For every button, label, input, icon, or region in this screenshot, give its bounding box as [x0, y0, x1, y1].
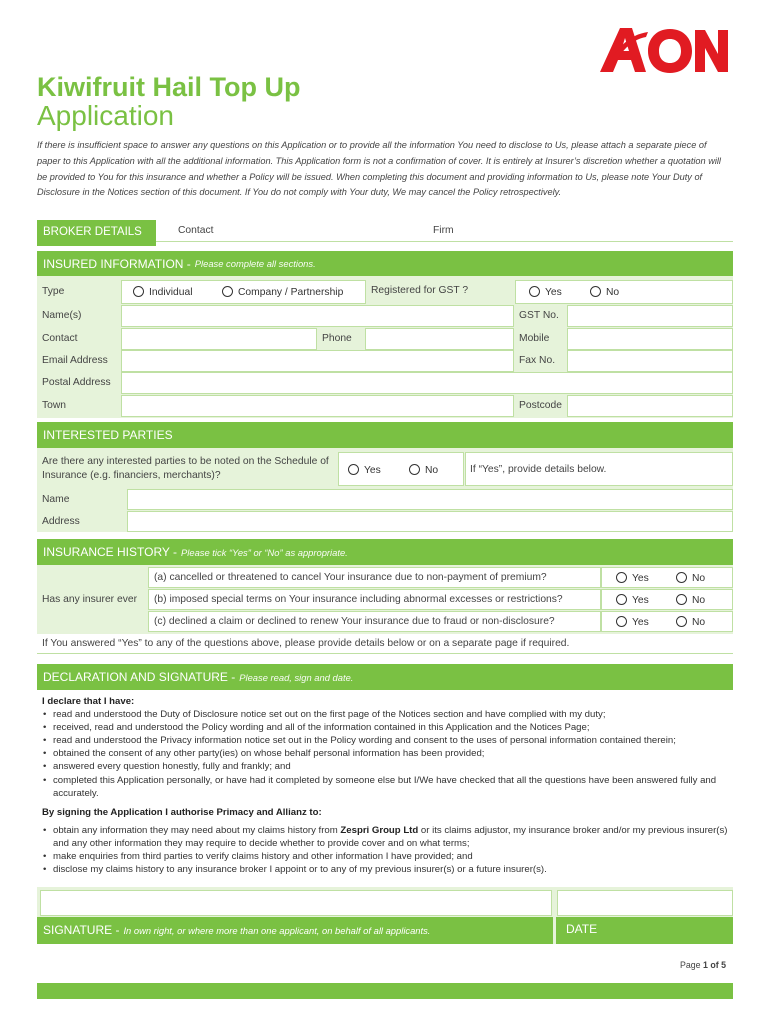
radio-icon[interactable] — [409, 464, 420, 475]
declaration-heading: DECLARATION AND SIGNATURE - Please read, sign and date. — [37, 664, 733, 690]
postal-label: Postal Address — [42, 377, 111, 388]
mobile-input[interactable] — [567, 328, 733, 350]
type-individual-option[interactable]: Individual — [133, 286, 193, 298]
interested-parties-heading: INTERESTED PARTIES — [37, 422, 733, 448]
signature-input[interactable] — [40, 890, 552, 916]
broker-contact-label: Contact — [178, 225, 214, 236]
history-c-yes-option[interactable]: Yes — [616, 616, 649, 628]
mobile-label: Mobile — [519, 333, 550, 344]
declaration-item: • received, read and understood the Policy wording and all of the information contained in this Application and the Notices Page; — [42, 721, 728, 734]
has-any-insurer-label: Has any insurer ever — [42, 594, 137, 605]
footer-band — [37, 983, 733, 999]
history-question-a-text: (a) cancelled or threatened to cancel Your insurance due to non-payment of premium? — [154, 572, 547, 583]
authorise-intro: By signing the Application I authorise Primacy and Allianz to: — [42, 806, 322, 818]
postcode-label: Postcode — [519, 400, 562, 411]
email-label: Email Address — [42, 355, 108, 366]
town-input[interactable] — [121, 395, 514, 417]
radio-icon[interactable] — [676, 594, 687, 605]
interested-no-option[interactable]: No — [409, 464, 438, 476]
phone-input[interactable] — [365, 328, 514, 350]
radio-icon[interactable] — [616, 616, 627, 627]
gst-no-label: GST No. — [519, 310, 559, 321]
declaration-body — [37, 690, 733, 882]
fax-input[interactable] — [567, 350, 733, 372]
history-b-no-option[interactable]: No — [676, 594, 705, 606]
radio-icon[interactable] — [348, 464, 359, 475]
gst-yes-option[interactable]: Yes — [529, 286, 562, 298]
declaration-item: • read and understood the Duty of Disclosure notice set out on the first page of the Notices section and have complied with my duty; — [42, 708, 728, 721]
authorise-item: • obtain any information they may need about my claims history from Zespri Group Ltd or its claims adjustor, my insurance broker and/or my previous insurer(s) and any other information they may require to decide whether to provide cover and on what terms; — [42, 824, 728, 850]
gst-no-input[interactable] — [567, 305, 733, 327]
contact-input[interactable] — [121, 328, 317, 350]
signature-label-bar: SIGNATURE - In own right, or where more than one applicant, on behalf of all applicants. — [37, 917, 553, 944]
interested-yes-option[interactable]: Yes — [348, 464, 381, 476]
interested-name-input[interactable] — [127, 489, 733, 510]
history-a-yes-option[interactable]: Yes — [616, 572, 649, 584]
postcode-input[interactable] — [567, 395, 733, 417]
broker-details-heading: BROKER DETAILS — [37, 220, 156, 246]
insured-info-heading: INSURED INFORMATION - Please complete all sections. — [37, 251, 733, 276]
declaration-item: • answered every question honestly, fully and frankly; and — [42, 760, 728, 773]
phone-label: Phone — [322, 333, 352, 344]
contact-label: Contact — [42, 333, 78, 344]
radio-icon[interactable] — [616, 594, 627, 605]
radio-icon[interactable] — [676, 616, 687, 627]
interested-address-input[interactable] — [127, 511, 733, 532]
declaration-item: • read and understood the Privacy information notice set out in the Policy wording and consent to the uses of personal information contained therein; — [42, 734, 728, 747]
radio-icon[interactable] — [222, 286, 233, 297]
intro-paragraph: If there is insufficient space to answer any questions on this Application or to provide all the information You need to disclose to Us, please attach a separate piece of paper to this Application with all the additional information. This Application form is not a confirmation of cover. It is entirely at Insurer’s discretion whether a quotation will be provided to You for this insurance and whether a Policy will be issued. When completing this document and providing information to Us, please note Your Duty of Disclosure in the Notices section of this document. If You do not comply with Your duty, We may cancel the Policy retrospectively. — [37, 140, 721, 198]
type-company-option[interactable]: Company / Partnership — [222, 286, 343, 298]
names-input[interactable] — [121, 305, 514, 327]
history-c-no-option[interactable]: No — [676, 616, 705, 628]
radio-icon[interactable] — [676, 572, 687, 583]
gst-question-label: Registered for GST ? — [371, 285, 469, 296]
history-question-b-text: (b) imposed special terms on Your insurance including abnormal excesses or restrictions? — [154, 594, 563, 605]
history-footer-note: If You answered “Yes” to any of the questions above, please provide details below or on a separate page if required. — [42, 638, 570, 649]
form-subtitle: Application — [37, 100, 174, 131]
radio-icon[interactable] — [529, 286, 540, 297]
interested-name-label: Name — [42, 494, 70, 505]
history-b-yes-option[interactable]: Yes — [616, 594, 649, 606]
interested-question: Are there any interested parties to be noted on the Schedule of Insurance (e.g. financiers, merchants)? — [42, 456, 329, 481]
declaration-item: • completed this Application personally, or have had it completed by someone else but I/We have checked that all the questions have been answered fully and accurately. — [42, 774, 728, 800]
date-label-bar: DATE — [556, 917, 733, 944]
aon-logo — [598, 24, 730, 74]
form-title: Kiwifruit Hail Top Up — [37, 72, 301, 102]
fax-label: Fax No. — [519, 355, 556, 366]
declare-intro: I declare that I have: — [42, 696, 135, 707]
names-label: Name(s) — [42, 310, 82, 321]
broker-firm-label: Firm — [433, 225, 454, 236]
email-input[interactable] — [121, 350, 514, 372]
if-yes-note: If “Yes”, provide details below. — [470, 464, 607, 475]
type-label: Type — [42, 286, 65, 297]
history-question-c-text: (c) declined a claim or declined to renew Your insurance due to fraud or non-disclosure? — [154, 616, 555, 627]
page-number: Page 1 of 5 — [680, 960, 726, 970]
authorise-item: • make enquiries from third parties to verify claims history and other information I have provided; and — [42, 850, 728, 863]
postal-input[interactable] — [121, 372, 733, 394]
date-input[interactable] — [557, 890, 733, 916]
gst-no-option[interactable]: No — [590, 286, 619, 298]
interested-address-label: Address — [42, 516, 80, 527]
history-a-no-option[interactable]: No — [676, 572, 705, 584]
radio-icon[interactable] — [133, 286, 144, 297]
declaration-item: • obtained the consent of any other party(ies) on whose behalf personal information has been provided; — [42, 747, 728, 760]
authorise-item: • disclose my claims history to any insurance broker I appoint or to any of my previous insurer(s) or a future insurer(s). — [42, 863, 728, 876]
radio-icon[interactable] — [616, 572, 627, 583]
insurance-history-heading: INSURANCE HISTORY - Please tick “Yes” or “No” as appropriate. — [37, 539, 733, 565]
town-label: Town — [42, 400, 67, 411]
radio-icon[interactable] — [590, 286, 601, 297]
